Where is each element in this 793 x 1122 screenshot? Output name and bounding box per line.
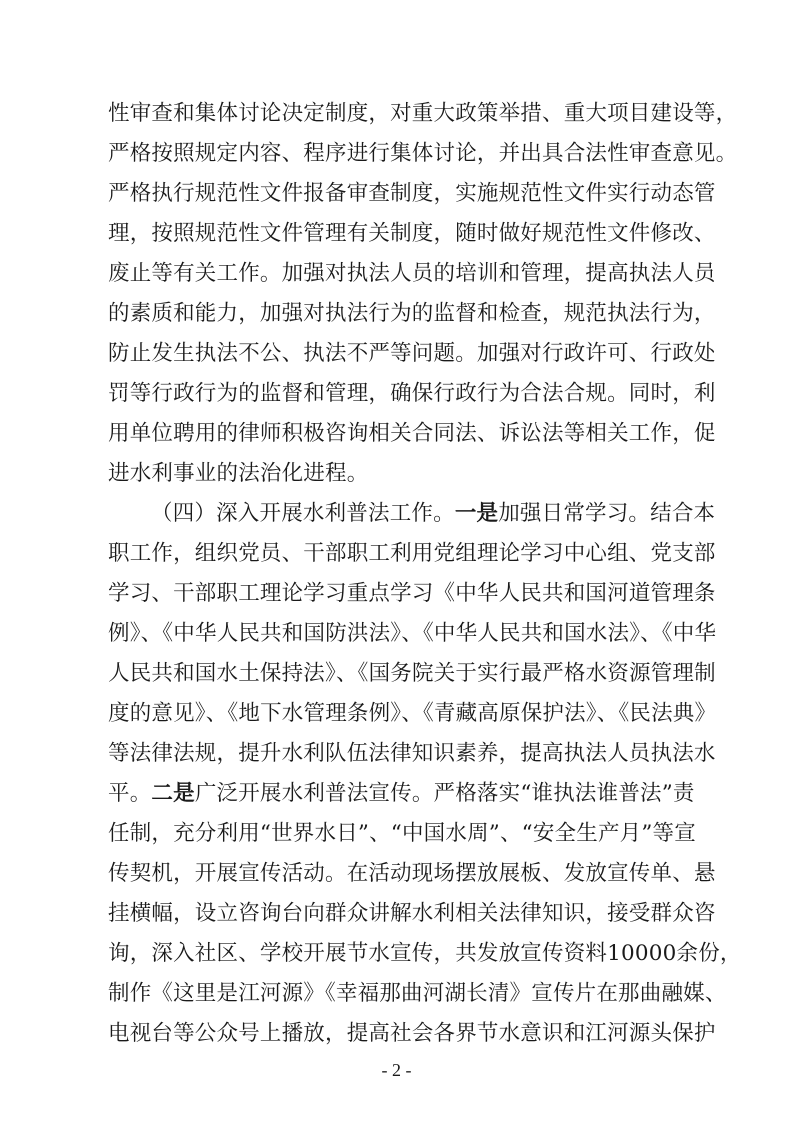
body-text-line: 严格按照规定内容、程序进行集体讨论，并出具合法性审查意见。 [108, 141, 738, 166]
body-text-line: 度的意见》、《地下水管理条例》、《青藏高原保护法》、《民法典》 [108, 701, 717, 726]
body-text-line: 人民共和国水土保持法》、《国务院关于实行最严格水资源管理制 [108, 661, 716, 686]
second-point-marker: 二是 [151, 781, 195, 806]
second-point-text: 广泛开展水利普法宣传。严格落实“谁执法谁普法”责 [194, 781, 695, 806]
body-text-line: 任制，充分利用“世界水日”、“中国水周”、“安全生产月”等宣 [108, 821, 696, 846]
page-number: - 2 - [381, 1060, 412, 1080]
body-text-line: 职工作，组织党员、干部职工利用党组理论学习中心组、党支部 [108, 541, 716, 566]
body-text-line: 性审查和集体讨论决定制度，对重大政策举措、重大项目建设等， [108, 101, 738, 126]
body-text-line: 的素质和能力，加强对执法行为的监督和检查，规范执法行为， [108, 301, 716, 326]
body-text-line: 挂横幅，设立咨询台向群众讲解水利相关法律知识，接受群众咨 [108, 901, 716, 926]
body-text-line: 用单位聘用的律师积极咨询相关合同法、诉讼法等相关工作，促 [108, 421, 716, 446]
body-text-line: 防止发生执法不公、执法不严等问题。加强对行政许可、行政处 [108, 341, 716, 366]
body-text-line: 制作《这里是江河源》《幸福那曲河湖长清》宣传片在那曲融媒、 [108, 981, 727, 1006]
first-point-text: 加强日常学习。结合本 [498, 501, 716, 526]
body-text-line: 罚等行政行为的监督和管理，确保行政行为合法合规。同时，利 [108, 381, 716, 406]
body-text-line [108, 774, 695, 814]
body-text-line: 理，按照规范性文件管理有关制度，随时做好规范性文件修改、 [108, 221, 716, 246]
section-heading: （四）深入开展水利普法工作。 [151, 501, 455, 526]
body-text-line: 电视台等公众号上播放，提高社会各界节水意识和江河源头保护 [108, 1021, 716, 1046]
body-text-line: 传契机，开展宣传活动。在活动现场摆放展板、发放宣传单、悬 [108, 861, 716, 886]
body-text-line: 进水利事业的法治化进程。 [108, 461, 369, 486]
body-text-line: 等法律法规，提升水利队伍法律知识素养，提高执法人员执法水 [108, 741, 716, 766]
body-text-line: 学习、干部职工理论学习重点学习《中华人民共和国河道管理条 [108, 581, 716, 606]
body-text-line: 例》、《中华人民共和国防洪法》、《中华人民共和国水法》、《中华 [108, 621, 717, 646]
body-text-line: 询，深入社区、学校开展节水宣传，共发放宣传资料10000余份， [108, 941, 742, 966]
body-text-line: 废止等有关工作。加强对执法人员的培训和管理，提高执法人员 [108, 261, 716, 286]
body-text-line: 严格执行规范性文件报备审查制度，实施规范性文件实行动态管 [108, 181, 716, 206]
line-start-text: 平。 [108, 781, 152, 806]
first-point-marker: 一是 [454, 501, 499, 526]
section-heading-line [151, 494, 716, 534]
